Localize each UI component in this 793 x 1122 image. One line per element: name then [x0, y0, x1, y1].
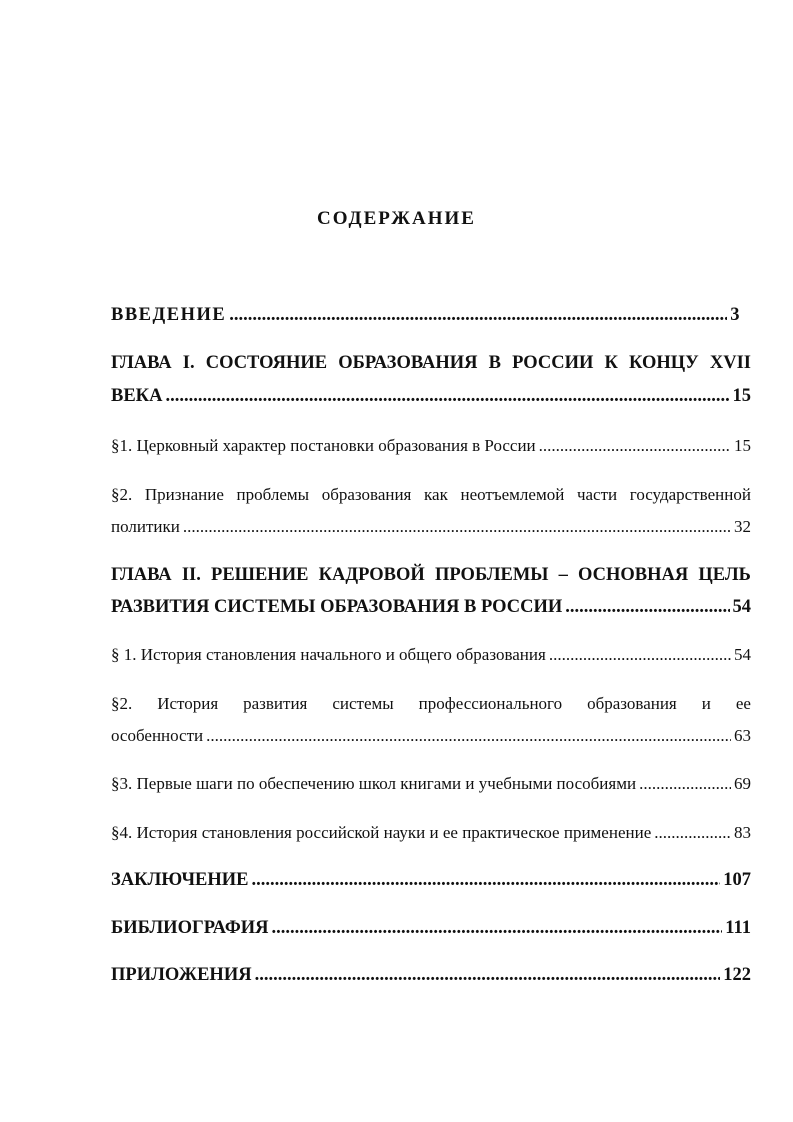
- page-title: СОДЕРЖАНИЕ: [317, 208, 476, 229]
- toc-page-number: 15: [734, 436, 751, 455]
- toc-entry-text: особенности: [111, 726, 204, 745]
- toc-page-number: 54: [732, 597, 751, 617]
- toc-page-number: 15: [732, 386, 751, 406]
- toc-entry-section-2-3: [111, 774, 751, 794]
- toc-word: ОБРАЗОВАНИЯ: [338, 353, 478, 373]
- toc-entry-text: РАЗВИТИЯ СИСТЕМЫ ОБРАЗОВАНИЯ В РОССИИ: [111, 597, 563, 617]
- toc-entry-section-1-2-line-1: [111, 485, 751, 505]
- toc-word: История: [157, 694, 219, 713]
- toc-page-number: 69: [734, 774, 751, 793]
- toc-word: неотъемлемой: [460, 485, 565, 504]
- toc-entry-text: §4. История становления российской науки и ее практическое применение: [111, 823, 652, 842]
- toc-word: развития: [243, 694, 308, 713]
- toc-leader: [183, 517, 731, 537]
- toc-page-number: 63: [734, 726, 751, 745]
- toc-word: и: [701, 694, 711, 713]
- toc-entry-section-2-1: [111, 645, 751, 665]
- toc-word: II.: [181, 565, 201, 585]
- toc-word: как: [424, 485, 448, 504]
- toc-entry-chapter-2-line-2: [111, 597, 751, 618]
- toc-word: КАДРОВОЙ: [318, 565, 425, 585]
- toc-entry-text: ВВЕДЕНИЕ: [111, 305, 227, 325]
- toc-leader: [549, 645, 731, 665]
- toc-leader: [229, 305, 727, 326]
- toc-leader: [165, 386, 729, 407]
- toc-word: ее: [735, 694, 751, 713]
- toc-entry-text: §1. Церковный характер постановки образования в России: [111, 436, 536, 455]
- toc-entry-text: § 1. История становления начального и общего образования: [111, 645, 546, 664]
- toc-word: –: [558, 565, 568, 585]
- toc-word: §2.: [111, 485, 133, 504]
- toc-entry-text: [111, 353, 751, 374]
- toc-word: части: [576, 485, 618, 504]
- toc-page-number: 3: [730, 305, 741, 325]
- toc-page-number: 122: [723, 965, 751, 985]
- toc-leader: [272, 918, 723, 939]
- toc-entry-text: политики: [111, 517, 180, 536]
- toc-entry-text: ЗАКЛЮЧЕНИЕ: [111, 870, 249, 890]
- toc-leader: [639, 774, 731, 794]
- toc-word: Признание: [144, 485, 224, 504]
- toc-word: РЕШЕНИЕ: [211, 565, 309, 585]
- toc-leader: [255, 965, 721, 986]
- toc-word: ОСНОВНАЯ: [578, 565, 689, 585]
- toc-word: образования: [587, 694, 677, 713]
- toc-entry-text: БИБЛИОГРАФИЯ: [111, 918, 269, 938]
- toc-entry-bibliography: [111, 918, 751, 939]
- toc-entry-chapter-2-line-1: [111, 565, 751, 586]
- toc-leader: [654, 823, 731, 843]
- toc-word: I.: [182, 353, 195, 373]
- toc-word: проблемы: [236, 485, 310, 504]
- toc-word: образования: [321, 485, 412, 504]
- toc-entry-section-1-1: [111, 436, 751, 456]
- toc-word: К: [604, 353, 618, 373]
- toc-word: В: [488, 353, 501, 373]
- toc-entry-chapter-1-line-2: [111, 386, 751, 407]
- toc-word: ГЛАВА: [111, 353, 172, 373]
- toc-word: РОССИИ: [512, 353, 594, 373]
- toc-entry-conclusion: [111, 870, 751, 891]
- toc-entry-text: §3. Первые шаги по обеспечению школ книгами и учебными пособиями: [111, 774, 637, 793]
- toc-entry-chapter-1-line-1: [111, 353, 751, 374]
- toc-leader: [539, 436, 731, 456]
- toc-word: ЦЕЛЬ: [698, 565, 751, 585]
- toc-entry-introduction: [111, 305, 751, 326]
- toc-word: ГЛАВА: [111, 565, 172, 585]
- toc-entry-text: [111, 565, 751, 586]
- toc-leader: [206, 726, 731, 746]
- toc-entry-section-1-2-line-2: [111, 517, 751, 537]
- toc-page-number: 111: [725, 918, 751, 938]
- toc-page-number: 54: [734, 645, 751, 664]
- toc-entry-section-2-2-line-1: [111, 694, 751, 714]
- toc-leader: [565, 597, 729, 618]
- toc-word: системы: [332, 694, 394, 713]
- toc-word: XVII: [709, 353, 751, 373]
- toc-word: КОНЦУ: [629, 353, 699, 373]
- toc-word: ПРОБЛЕМЫ: [434, 565, 549, 585]
- toc-word: государственной: [629, 485, 751, 504]
- toc-word: §2.: [111, 694, 133, 713]
- toc-entry-section-2-2-line-2: [111, 726, 751, 746]
- toc-word: СОСТОЯНИЕ: [205, 353, 328, 373]
- toc-entry-text: ВЕКА: [111, 386, 163, 406]
- toc-word: профессионального: [418, 694, 563, 713]
- toc-entry-text: [111, 694, 751, 714]
- toc-entry-text: ПРИЛОЖЕНИЯ: [111, 965, 252, 985]
- toc-leader: [252, 870, 721, 891]
- toc-entry-section-2-4: [111, 823, 751, 843]
- toc-entry-text: [111, 485, 751, 505]
- toc-page-number: 83: [734, 823, 751, 842]
- toc-page-number: 107: [723, 870, 751, 890]
- toc-entry-appendices: [111, 965, 751, 986]
- toc-page-number: 32: [734, 517, 751, 536]
